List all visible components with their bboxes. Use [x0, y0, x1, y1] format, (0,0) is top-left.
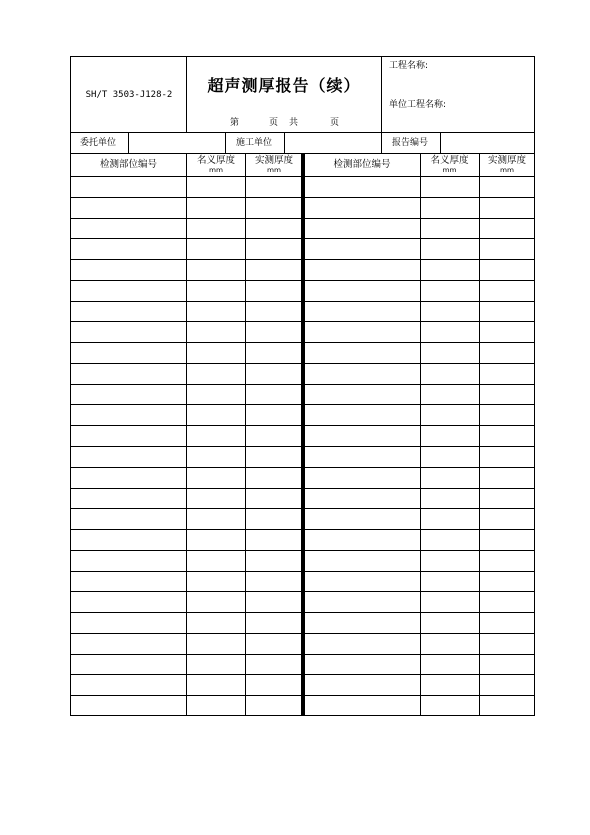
cell-nominal-right[interactable] [422, 655, 478, 673]
cell-nominal-left[interactable] [188, 260, 244, 279]
cell-measured-right[interactable] [481, 572, 533, 590]
cell-measured-left[interactable] [247, 530, 300, 549]
cell-measured-left[interactable] [247, 634, 300, 653]
cell-measured-left[interactable] [247, 322, 300, 341]
cell-nominal-right[interactable] [422, 177, 478, 196]
cell-measured-left[interactable] [247, 260, 300, 279]
cell-measured-right[interactable] [481, 447, 533, 466]
header-divider-2 [381, 56, 382, 132]
cell-nominal-right[interactable] [422, 572, 478, 590]
cell-location-right[interactable] [306, 302, 419, 320]
cell-nominal-right[interactable] [422, 489, 478, 507]
cell-measured-left[interactable] [247, 572, 300, 590]
contractor-value[interactable] [288, 139, 378, 151]
cell-nominal-left[interactable] [188, 655, 244, 673]
info-divider-4 [381, 132, 382, 153]
cell-location-left[interactable] [72, 489, 185, 507]
cell-measured-right[interactable] [481, 281, 533, 300]
cell-nominal-left[interactable] [188, 509, 244, 528]
cell-measured-left[interactable] [247, 592, 300, 611]
cell-location-right[interactable] [306, 239, 419, 258]
cell-nominal-right[interactable] [422, 198, 478, 217]
cell-location-left[interactable] [72, 634, 185, 653]
cell-nominal-right[interactable] [422, 281, 478, 300]
border-right [534, 56, 535, 716]
info-divider-2 [225, 132, 226, 153]
cell-measured-right[interactable] [481, 239, 533, 258]
cell-location-left[interactable] [72, 592, 185, 611]
info-divider-3 [284, 132, 285, 153]
page-label-gong: 共 [289, 118, 299, 128]
cell-nominal-left[interactable] [188, 322, 244, 341]
cell-nominal-left[interactable] [188, 198, 244, 217]
cell-location-right[interactable] [306, 177, 419, 196]
col-header-measured-left: 实测厚度 [254, 155, 293, 166]
cell-location-left[interactable] [72, 219, 185, 237]
cell-location-left[interactable] [72, 655, 185, 673]
report-title: 超声测厚报告（续） [207, 76, 361, 95]
cell-nominal-left[interactable] [188, 426, 244, 445]
cell-location-right[interactable] [306, 489, 419, 507]
cell-nominal-right[interactable] [422, 592, 478, 611]
cell-measured-left[interactable] [247, 198, 300, 217]
cell-measured-left[interactable] [247, 405, 300, 424]
cell-location-left[interactable] [72, 696, 185, 715]
cell-measured-left[interactable] [247, 655, 300, 673]
cell-location-right[interactable] [306, 219, 419, 237]
cell-location-right[interactable] [306, 696, 419, 715]
cell-location-left[interactable] [72, 385, 185, 403]
cell-location-right[interactable] [306, 509, 419, 528]
cell-measured-left[interactable] [247, 177, 300, 196]
col-header-nominal-right: 名义厚度 [430, 155, 469, 166]
cell-nominal-left[interactable] [188, 634, 244, 653]
cell-measured-right[interactable] [481, 322, 533, 341]
cell-location-right[interactable] [306, 613, 419, 632]
cell-location-right[interactable] [306, 447, 419, 466]
cell-nominal-left[interactable] [188, 343, 244, 362]
cell-location-left[interactable] [72, 198, 185, 217]
border-left [70, 56, 71, 716]
header-divider-1 [186, 56, 187, 132]
cell-location-left[interactable] [72, 530, 185, 549]
cell-measured-right[interactable] [481, 592, 533, 611]
client-label: 委托单位 [80, 138, 117, 148]
cell-nominal-right[interactable] [422, 322, 478, 341]
cell-location-left[interactable] [72, 260, 185, 279]
cell-location-right[interactable] [306, 468, 419, 487]
cell-location-left[interactable] [72, 177, 185, 196]
cell-measured-left[interactable] [247, 613, 300, 632]
cell-location-left[interactable] [72, 343, 185, 362]
cell-nominal-left[interactable] [188, 405, 244, 424]
cell-location-right[interactable] [306, 551, 419, 570]
cell-location-left[interactable] [72, 572, 185, 590]
cell-nominal-right[interactable] [422, 219, 478, 237]
cell-measured-right[interactable] [481, 343, 533, 362]
cell-location-left[interactable] [72, 509, 185, 528]
cell-measured-left[interactable] [247, 239, 300, 258]
cell-nominal-right[interactable] [422, 551, 478, 570]
cell-measured-left[interactable] [247, 219, 300, 237]
cell-measured-left[interactable] [247, 426, 300, 445]
cell-location-right[interactable] [306, 675, 419, 694]
cell-nominal-right[interactable] [422, 696, 478, 715]
info-divider-1 [128, 132, 129, 153]
cell-measured-right[interactable] [481, 260, 533, 279]
cell-location-right[interactable] [306, 572, 419, 590]
cell-measured-right[interactable] [481, 385, 533, 403]
col-header-location-left: 检测部位编号 [99, 159, 157, 170]
cell-location-right[interactable] [306, 592, 419, 611]
cell-location-left[interactable] [72, 405, 185, 424]
cell-measured-left[interactable] [247, 302, 300, 320]
cell-location-right[interactable] [306, 634, 419, 653]
cell-nominal-right[interactable] [422, 530, 478, 549]
contractor-label: 施工单位 [236, 138, 273, 148]
cell-measured-left[interactable] [247, 468, 300, 487]
cell-location-left[interactable] [72, 675, 185, 694]
cell-location-right[interactable] [306, 405, 419, 424]
cell-location-right[interactable] [306, 343, 419, 362]
cell-measured-right[interactable] [481, 364, 533, 383]
cell-location-left[interactable] [72, 322, 185, 341]
cell-nominal-left[interactable] [188, 530, 244, 549]
document-code: SH/T 3503-J128-2 [85, 90, 173, 100]
col-unit-measured-right: mm [499, 167, 515, 174]
page-label-ye-2: 页 [330, 118, 340, 128]
cell-measured-right[interactable] [481, 219, 533, 237]
cell-location-right[interactable] [306, 198, 419, 217]
cell-measured-left[interactable] [247, 696, 300, 715]
cell-measured-right[interactable] [481, 551, 533, 570]
cell-nominal-left[interactable] [188, 385, 244, 403]
cell-location-left[interactable] [72, 281, 185, 300]
cell-nominal-right[interactable] [422, 385, 478, 403]
cell-measured-right[interactable] [481, 509, 533, 528]
cell-location-right[interactable] [306, 364, 419, 383]
cell-measured-left[interactable] [247, 447, 300, 466]
cell-nominal-right[interactable] [422, 509, 478, 528]
report-number-label: 报告编号 [392, 138, 429, 148]
cell-measured-left[interactable] [247, 551, 300, 570]
cell-measured-right[interactable] [481, 489, 533, 507]
cell-location-right[interactable] [306, 322, 419, 341]
cell-location-left[interactable] [72, 447, 185, 466]
cell-nominal-left[interactable] [188, 281, 244, 300]
cell-nominal-right[interactable] [422, 239, 478, 258]
cell-nominal-left[interactable] [188, 613, 244, 632]
cell-measured-left[interactable] [247, 489, 300, 507]
cell-location-right[interactable] [306, 426, 419, 445]
cell-nominal-left[interactable] [188, 447, 244, 466]
cell-location-left[interactable] [72, 302, 185, 320]
cell-nominal-right[interactable] [422, 343, 478, 362]
cell-nominal-left[interactable] [188, 239, 244, 258]
cell-nominal-left[interactable] [188, 177, 244, 196]
cell-nominal-left[interactable] [188, 489, 244, 507]
cell-nominal-right[interactable] [422, 468, 478, 487]
col-header-location-right: 检测部位编号 [333, 159, 391, 170]
cell-nominal-left[interactable] [188, 468, 244, 487]
border-top [70, 56, 535, 57]
cell-nominal-right[interactable] [422, 675, 478, 694]
cell-location-left[interactable] [72, 468, 185, 487]
cell-location-right[interactable] [306, 385, 419, 403]
col-unit-nominal-left: mm [208, 167, 224, 174]
unit-project-name-label: 单位工程名称: [389, 100, 447, 110]
cell-measured-right[interactable] [481, 302, 533, 320]
cell-measured-right[interactable] [481, 655, 533, 673]
project-name-label: 工程名称: [389, 61, 429, 71]
cell-nominal-right[interactable] [422, 634, 478, 653]
col-unit-nominal-right: mm [442, 167, 457, 174]
page-label-di: 第 [230, 118, 240, 128]
cell-nominal-left[interactable] [188, 219, 244, 237]
cell-nominal-right[interactable] [422, 302, 478, 320]
cell-nominal-right[interactable] [422, 447, 478, 466]
cell-measured-right[interactable] [481, 405, 533, 424]
cell-nominal-right[interactable] [422, 364, 478, 383]
cell-measured-left[interactable] [247, 509, 300, 528]
cell-measured-right[interactable] [481, 426, 533, 445]
cell-measured-right[interactable] [481, 634, 533, 653]
cell-location-right[interactable] [306, 530, 419, 549]
cell-measured-right[interactable] [481, 675, 533, 694]
cell-nominal-right[interactable] [422, 426, 478, 445]
cell-location-left[interactable] [72, 613, 185, 632]
cell-measured-left[interactable] [247, 364, 300, 383]
thickness-report-form [70, 56, 535, 716]
cell-nominal-left[interactable] [188, 696, 244, 715]
cell-measured-right[interactable] [481, 468, 533, 487]
col-header-measured-right: 实测厚度 [487, 155, 526, 166]
cell-nominal-left[interactable] [188, 302, 244, 320]
col-header-nominal-left: 名义厚度 [196, 155, 235, 166]
cell-nominal-right[interactable] [422, 613, 478, 632]
cell-location-right[interactable] [306, 281, 419, 300]
cell-measured-right[interactable] [481, 530, 533, 549]
cell-location-left[interactable] [72, 426, 185, 445]
cell-location-right[interactable] [306, 260, 419, 279]
cell-nominal-left[interactable] [188, 675, 244, 694]
cell-measured-left[interactable] [247, 281, 300, 300]
page-label-ye-1: 页 [269, 118, 279, 128]
cell-measured-right[interactable] [481, 696, 533, 715]
cell-location-left[interactable] [72, 551, 185, 570]
cell-nominal-left[interactable] [188, 592, 244, 611]
header-bottom-line [70, 132, 535, 133]
cell-location-left[interactable] [72, 364, 185, 383]
cell-measured-left[interactable] [247, 675, 300, 694]
cell-measured-right[interactable] [481, 613, 533, 632]
cell-location-left[interactable] [72, 239, 185, 258]
cell-nominal-left[interactable] [188, 572, 244, 590]
cell-location-right[interactable] [306, 655, 419, 673]
cell-nominal-right[interactable] [422, 260, 478, 279]
cell-nominal-right[interactable] [422, 405, 478, 424]
cell-nominal-left[interactable] [188, 364, 244, 383]
cell-measured-right[interactable] [481, 198, 533, 217]
info-divider-5 [440, 132, 441, 153]
col-unit-measured-left: mm [266, 167, 282, 174]
client-value[interactable] [132, 139, 222, 151]
cell-measured-right[interactable] [481, 177, 533, 196]
report-number-value[interactable] [444, 139, 530, 151]
cell-nominal-left[interactable] [188, 551, 244, 570]
cell-measured-left[interactable] [247, 385, 300, 403]
cell-measured-left[interactable] [247, 343, 300, 362]
